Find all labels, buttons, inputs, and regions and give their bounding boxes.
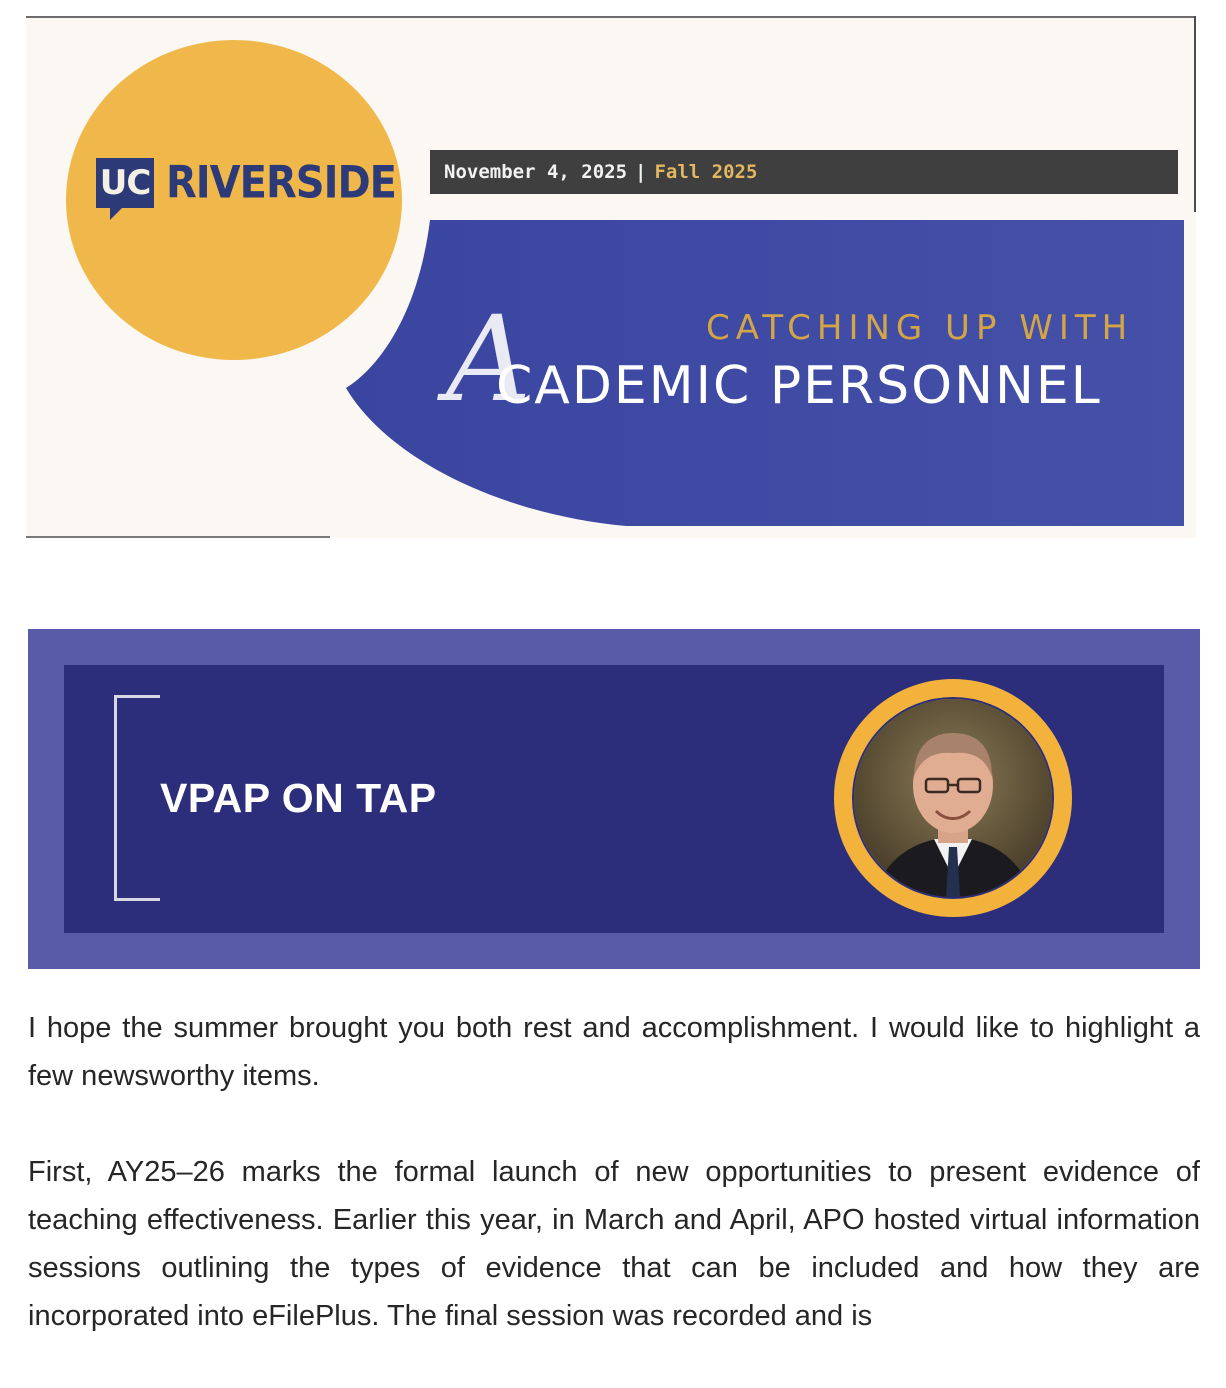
article-body — [28, 1004, 1200, 1388]
date-separator: | — [635, 161, 647, 183]
vpap-section-banner — [28, 629, 1200, 969]
vpap-inner-panel — [64, 665, 1164, 933]
bracket-graphic — [114, 695, 160, 901]
paragraph-2: First, AY25–26 marks the formal launch of new opportunities to present evidence of teaching effectiveness. Earlier this year, in March and April, APO hosted virtual information sessions outlining the types of evidence that can be included and how they are incorporated into eFilePlus. The final session was recorded and is — [28, 1156, 1200, 1332]
logo-uc-box: UC — [96, 158, 154, 208]
script-letter-a: A — [446, 290, 532, 428]
masthead-subtitle: CATCHING UP WITH — [706, 308, 1134, 348]
top-rule — [26, 16, 1196, 18]
uc-riverside-logo[interactable] — [96, 158, 396, 208]
bottom-rule — [26, 536, 330, 538]
newsletter-masthead — [26, 16, 1196, 538]
section-title: VPAP ON TAP — [160, 775, 437, 821]
right-rule — [1194, 16, 1196, 212]
issue-date: November 4, 2025 — [444, 161, 628, 183]
blue-banner-graphic — [26, 16, 1196, 538]
issue-season: Fall 2025 — [654, 161, 758, 183]
paragraph-1: I hope the summer brought you both rest and accomplishment. I would like to highlight a few newsworthy items. — [28, 1012, 1200, 1092]
portrait-ring — [834, 679, 1072, 917]
logo-riverside-text: RIVERSIDE — [166, 157, 396, 209]
person-portrait-icon — [854, 699, 1052, 897]
masthead-title: CADEMIC PERSONNEL — [496, 356, 1102, 416]
issue-date-bar — [430, 150, 1178, 194]
portrait-photo — [852, 697, 1054, 899]
